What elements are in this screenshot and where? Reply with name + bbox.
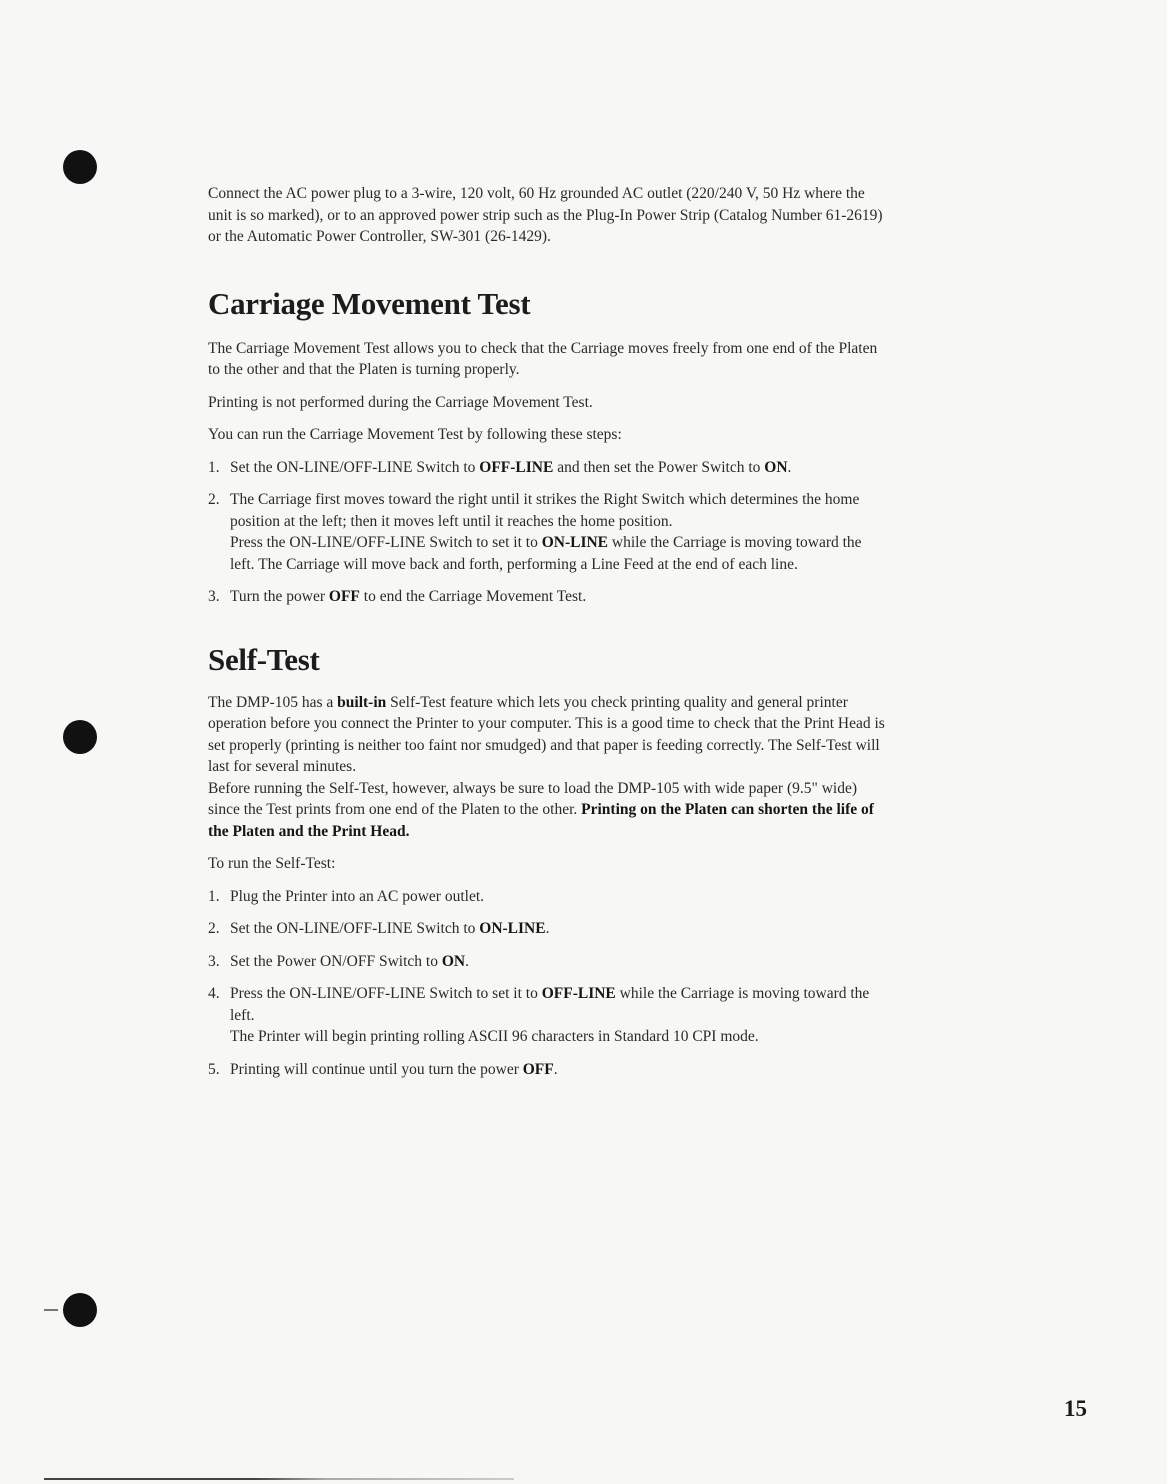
carriage-test-heading: Carriage Movement Test (208, 285, 531, 321)
list-item: 1. Plug the Printer into an AC power outlet. (208, 887, 485, 905)
list-item: 3. Set the Power ON/OFF Switch to ON. (208, 952, 469, 970)
list-item: 4. Press the ON-LINE/OFF-LINE Switch to set it to OFF-LINE while the Carriage is moving toward the left. The Printer will begin printing rolling ASCII 96 characters in Standard 10 CPI mode. (208, 985, 870, 1045)
list-item: 2. Set the ON-LINE/OFF-LINE Switch to ON-LINE. (208, 920, 550, 937)
list-item: 5. Printing will continue until you turn the power OFF. (208, 1060, 558, 1078)
punch-hole-top (63, 150, 97, 184)
punch-hole-bottom (63, 1293, 97, 1327)
bottom-rule (44, 1478, 514, 1480)
list-item: 2. The Carriage first moves toward the right until it strikes the Right Switch which determines the home position at the left; then it moves left until it reaches the home position. Press the ON-LINE/OFF-LINE Switch to set it to ON-LINE while the Carriage is moving toward the left. The Carriage will move back and forth, performing a Line Feed at the end of each line. (208, 491, 862, 573)
self-test-intro-paragraph: The DMP-105 has a built-in Self-Test feature which lets you check printing quality and general printer operation before you connect the Printer to your computer. This is a good time to check that the Print Head is set properly (printing is neither too faint nor smudged) and that paper is feeding correctly. The Self-Test will last for several minutes. (208, 693, 885, 775)
self-test-heading: Self-Test (208, 641, 320, 677)
list-item: 3. Turn the power OFF to end the Carriage Movement Test. (208, 588, 587, 605)
self-test-warning-paragraph: Before running the Self-Test, however, always be sure to load the DMP-105 with wide paper (9.5" wide) since the Test prints from one end of the Platen to the other. Printing on the Platen can shorten the life of the Platen and the Print Head. (208, 779, 874, 840)
carriage-steps-intro: You can run the Carriage Movement Test by following these steps: (208, 426, 622, 443)
carriage-steps-list (208, 457, 888, 608)
list-item: 1. Set the ON-LINE/OFF-LINE Switch to OFF-LINE and then set the Power Switch to ON. (208, 458, 792, 476)
intro-paragraph: Connect the AC power plug to a 3-wire, 120 volt, 60 Hz grounded AC outlet (220/240 V, 50 Hz where the unit is so marked), or to an approved power strip such as the Plug-In Power Strip (Catalog Number 61-2619) or the Automatic Power Controller, SW-301 (26-1429). (208, 185, 883, 245)
carriage-note-paragraph: Printing is not performed during the Carriage Movement Test. (208, 393, 593, 411)
self-test-steps-list (208, 886, 888, 1081)
carriage-intro-paragraph: The Carriage Movement Test allows you to check that the Carriage moves freely from one end of the Platen to the other and that the Platen is turning properly. (208, 339, 878, 378)
self-test-steps-intro: To run the Self-Test: (208, 855, 336, 872)
page-content (208, 183, 888, 1091)
margin-dash (44, 1309, 58, 1311)
page-number: 15 (1064, 1396, 1087, 1421)
punch-hole-middle (63, 720, 97, 754)
